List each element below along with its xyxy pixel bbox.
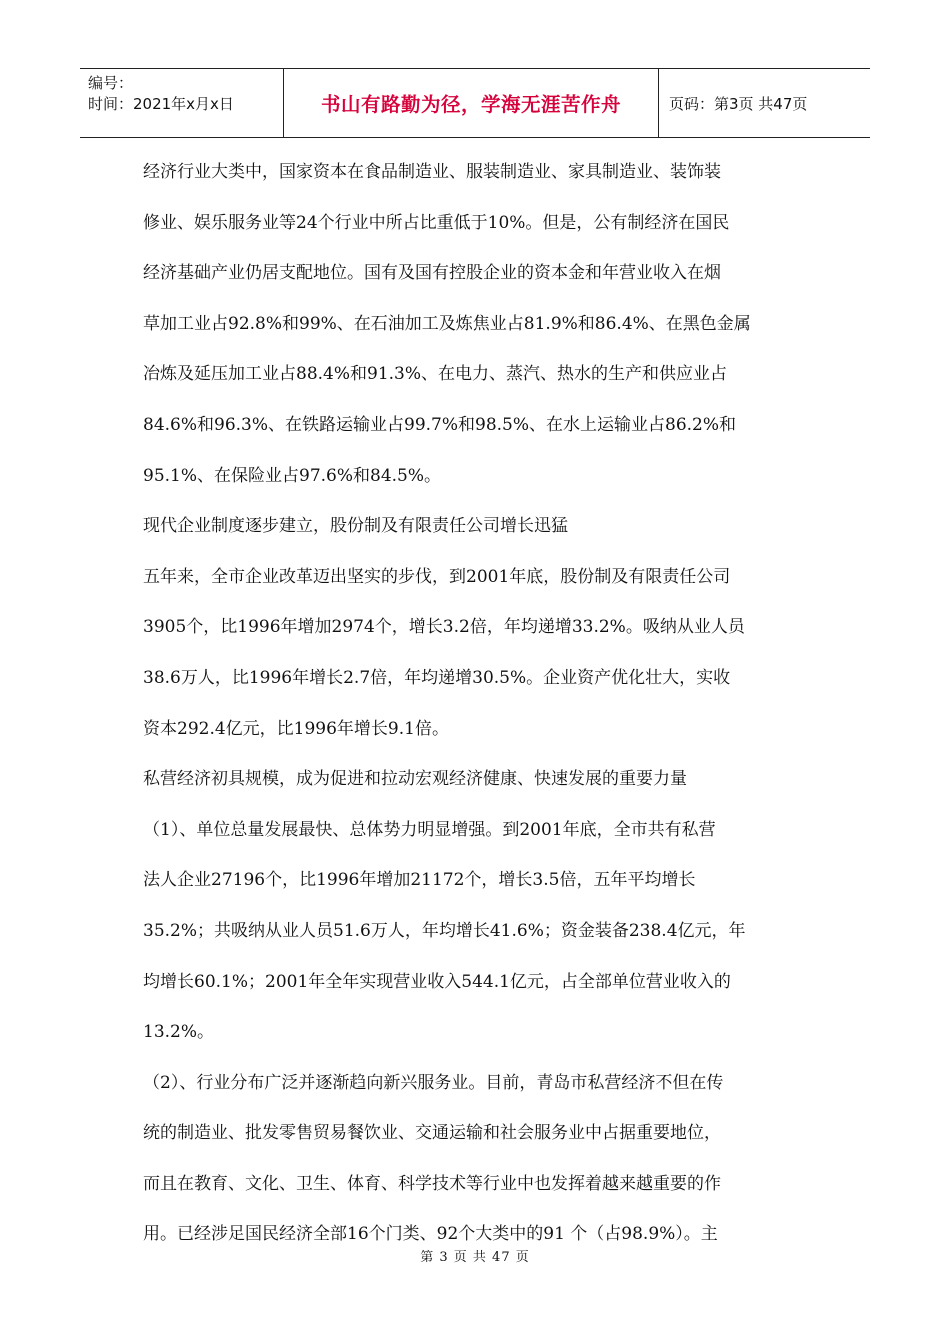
body-line: 3905个，比1996年增加2974个，增长3.2倍，年均递增33.2%。吸纳从业人员 <box>143 617 745 638</box>
document-date-label: 时间：2021年x月x日 <box>88 95 234 113</box>
header-page-number: 页码：第3页 共47页 <box>669 94 808 113</box>
header-motto: 书山有路勤为径，学海无涯苦作舟 <box>320 93 621 116</box>
body-line: 均增长60.1%；2001年全年实现营业收入544.1亿元，占全部单位营业收入的 <box>143 971 731 992</box>
body-line: 38.6万人，比1996年增长2.7倍，年均递增30.5%。企业资产优化壮大，实收 <box>143 667 731 688</box>
body-line: 经济基础产业仍居支配地位。国有及国有控股企业的资本金和年营业收入在烟 <box>143 263 721 284</box>
body-line: 35.2%；共吸纳从业人员51.6万人，年均增长41.6%；资金装备238.4亿元，年 <box>143 920 746 941</box>
body-line: （2）、行业分布广泛并逐渐趋向新兴服务业。目前，青岛市私营经济不但在传 <box>143 1072 724 1093</box>
body-line: 冶炼及延压加工业占88.4%和91.3%、在电力、蒸汽、热水的生产和供应业占 <box>143 364 728 385</box>
body-line: 95.1%、在保险业占97.6%和84.5%。 <box>143 465 442 486</box>
body-line: 草加工业占92.8%和99%、在石油加工及炼焦业占81.9%和86.4%、在黑色金属 <box>143 313 751 334</box>
document-body <box>143 147 808 1260</box>
section-heading: 现代企业制度逐步建立，股份制及有限责任公司增长迅猛 <box>143 516 568 537</box>
body-line: 13.2%。 <box>143 1022 215 1043</box>
header-motto-cell <box>283 69 659 137</box>
body-line: 资本292.4亿元，比1996年增长9.1倍。 <box>143 718 449 739</box>
body-line: 修业、娱乐服务业等24个行业中所占比重低于10%。但是，公有制经济在国民 <box>143 212 730 233</box>
page-footer: 第 3 页 共 47 页 <box>420 1250 530 1265</box>
body-line: （1）、单位总量发展最快、总体势力明显增强。到2001年底，全市共有私营 <box>143 819 716 840</box>
page-header <box>80 68 870 138</box>
body-line: 五年来，全市企业改革迈出坚实的步伐，到2001年底，股份制及有限责任公司 <box>143 566 731 587</box>
section-heading: 私营经济初具规模，成为促进和拉动宏观经济健康、快速发展的重要力量 <box>143 769 687 790</box>
body-line: 统的制造业、批发零售贸易餐饮业、交通运输和社会服务业中占据重要地位， <box>143 1123 721 1144</box>
header-page-cell <box>659 69 870 137</box>
body-line: 84.6%和96.3%、在铁路运输业占99.7%和98.5%、在水上运输业占86.2%和 <box>143 414 737 435</box>
header-meta <box>80 69 283 137</box>
body-line: 而且在教育、文化、卫生、体育、科学技术等行业中也发挥着越来越重要的作 <box>143 1173 721 1194</box>
body-line: 法人企业27196个，比1996年增加21172个，增长3.5倍，五年平均增长 <box>143 870 696 891</box>
document-number-label: 编号： <box>88 74 134 92</box>
body-line: 经济行业大类中，国家资本在食品制造业、服装制造业、家具制造业、装饰装 <box>143 162 721 182</box>
body-line: 用。已经涉足国民经济全部16个门类、92个大类中的91 个（占98.9%）。主 <box>143 1224 718 1245</box>
